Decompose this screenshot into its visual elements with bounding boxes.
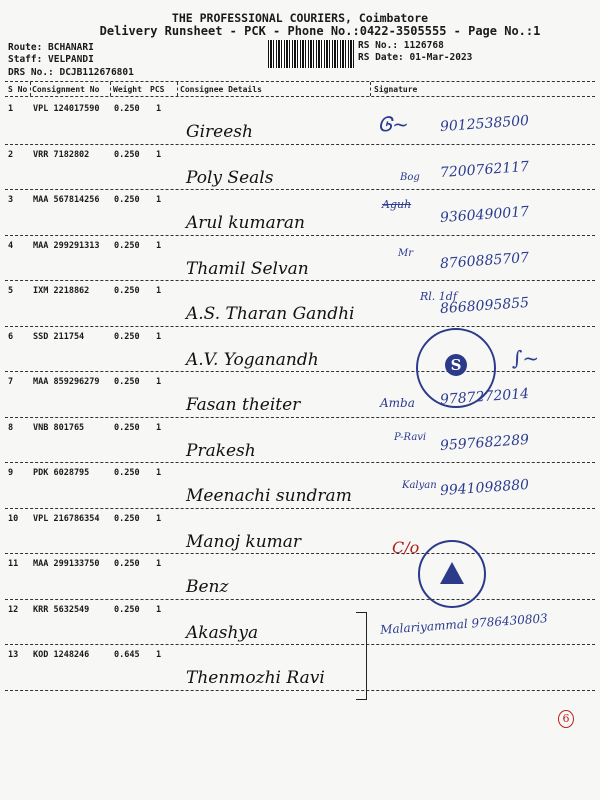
row-sno: 6: [8, 331, 14, 342]
row-signature-text: 8760885707: [439, 249, 530, 272]
col-divider: [110, 82, 111, 96]
row-divider: [5, 462, 595, 463]
route-label: Route: BCHANARI: [8, 42, 94, 53]
row-weight: 0.250: [114, 468, 140, 478]
signature-scribble: ∫~: [512, 346, 540, 370]
row-sno: 4: [8, 240, 14, 251]
col-divider: [370, 82, 371, 96]
seal-logo-icon: S: [445, 354, 467, 376]
row-sno: 9: [8, 468, 14, 478]
row-consignment-no: PDK 6028795: [33, 468, 90, 478]
row-weight: 0.250: [114, 513, 140, 524]
drs-number: DRS No.: DCJB112676801: [8, 67, 134, 78]
row-pcs: 1: [156, 149, 162, 160]
row-consignment-no: VNB 801765: [33, 422, 85, 433]
col-signature: Signature: [374, 85, 418, 94]
row-pcs: 1: [156, 195, 162, 205]
row-weight: 0.250: [114, 422, 140, 433]
row-sno: 13: [8, 650, 19, 660]
row-consignment-no: MAA 299133750: [33, 559, 100, 569]
row-weight: 0.250: [114, 331, 140, 342]
row-consignee-name: Thenmozhi Ravi: [186, 668, 325, 688]
row-weight: 0.250: [114, 559, 140, 569]
row-consignee-name: Gireesh: [186, 122, 253, 142]
row-pcs: 1: [156, 422, 162, 433]
row-consignee-name: Poly Seals: [186, 167, 274, 188]
row-consignment-no: VRR 7182802: [33, 149, 90, 160]
signature-scribble: P-Ravi: [394, 432, 427, 443]
row-divider: [5, 690, 595, 691]
row-pcs: 1: [156, 604, 162, 615]
row-signature-text: 8668095855: [439, 294, 530, 318]
col-weight: Weight: [113, 85, 142, 94]
row-divider: [5, 144, 595, 145]
signature-scribble: Amba: [380, 396, 415, 410]
signature-scribble: Rl. 1df: [420, 290, 457, 303]
row-consignee-name: Fasan theiter: [186, 395, 301, 415]
row-pcs: 1: [156, 331, 162, 342]
row-divider: [5, 189, 595, 190]
row-consignment-no: MAA 299291313: [33, 240, 100, 251]
row-signature-text: 9360490017: [439, 203, 530, 227]
row-consignment-no: KRR 5632549: [33, 604, 90, 615]
row-divider: [5, 235, 595, 236]
row-consignee-name: Prakesh: [186, 440, 256, 461]
seal-logo-icon: [440, 562, 464, 584]
row-pcs: 1: [156, 468, 162, 478]
row-pcs: 1: [156, 377, 162, 387]
signature-scribble: Aguh: [382, 198, 412, 211]
col-divider: [177, 82, 178, 96]
row-pcs: 1: [156, 513, 162, 524]
row-pcs: 1: [156, 286, 162, 296]
row-weight: 0.250: [114, 286, 140, 296]
row-signature-text: 7200762117: [439, 158, 530, 181]
row-consignee-name: Thamil Selvan: [186, 258, 309, 279]
rs-date: RS Date: 01-Mar-2023: [358, 52, 473, 63]
row-consignment-no: SSD 211754: [33, 331, 85, 342]
header-bottom-rule: [5, 96, 595, 97]
row-sno: 1: [8, 104, 14, 114]
row-consignment-no: KOD 1248246: [33, 650, 90, 660]
row-sno: 3: [8, 195, 14, 205]
company-seal-sundarabha: [416, 328, 496, 408]
row-sno: 10: [8, 513, 19, 524]
row-divider: [5, 553, 595, 554]
header-top-rule: [5, 81, 595, 82]
row-signature-text: Malariyammal 9786430803: [379, 610, 549, 637]
row-sno: 5: [8, 286, 14, 296]
row-divider: [5, 417, 595, 418]
row-consignment-no: MAA 859296279: [33, 377, 100, 387]
row-divider: [5, 599, 595, 600]
row-divider: [5, 508, 595, 509]
staff-label: Staff: VELPANDI: [8, 54, 94, 65]
col-pcs: PCS: [150, 85, 165, 94]
row-weight: 0.250: [114, 195, 140, 205]
row-consignee-name: A.S. Tharan Gandhi: [186, 304, 355, 324]
rs-number: RS No.: 1126768: [358, 40, 444, 51]
signature-scribble: Bog: [400, 172, 420, 183]
row-consignee-name: A.V. Yoganandh: [186, 349, 319, 370]
row-consignment-no: MAA 567814256: [33, 195, 100, 205]
row-weight: 0.250: [114, 377, 140, 387]
bracket-mark: [356, 612, 367, 700]
page-mark: 6: [558, 710, 574, 728]
row-pcs: 1: [156, 240, 162, 251]
company-seal-sundaram: [418, 540, 486, 608]
row-weight: 0.645: [114, 650, 140, 660]
row-divider: [5, 644, 595, 645]
row-pcs: 1: [156, 559, 162, 569]
signature-scribble: Kalyan: [402, 480, 437, 491]
row-divider: [5, 280, 595, 281]
row-pcs: 1: [156, 104, 162, 114]
row-weight: 0.250: [114, 240, 140, 251]
row-consignee-name: Arul kumaran: [186, 213, 305, 233]
row-consignment-no: IXM 2218862: [33, 286, 90, 296]
row-weight: 0.250: [114, 604, 140, 615]
row-consignment-no: VPL 216786354: [33, 513, 100, 524]
row-consignee-name: Meenachi sundram: [186, 486, 352, 506]
page-subtitle: Delivery Runsheet - PCK - Phone No.:0422-3505555 - Page No.:1: [99, 24, 541, 38]
row-divider: [5, 371, 595, 372]
row-consignee-name: Benz: [186, 577, 229, 597]
row-sno: 12: [8, 604, 19, 615]
barcode: [268, 40, 354, 68]
col-consignment: Consignment No: [32, 85, 100, 94]
row-consignee-name: Akashya: [186, 622, 259, 643]
signature-scribble: Ꮆ~: [378, 112, 409, 136]
row-consignee-name: Manoj kumar: [186, 531, 302, 552]
row-sno: 7: [8, 377, 14, 387]
col-consignee: Consignee Details: [180, 85, 262, 94]
signature-scribble: Mr: [398, 248, 414, 259]
col-sno: S No: [8, 85, 28, 94]
row-pcs: 1: [156, 650, 162, 660]
row-signature-text: 9597682289: [439, 431, 530, 454]
row-weight: 0.250: [114, 104, 140, 114]
row-divider: [5, 326, 595, 327]
signature-scribble: C/o: [392, 538, 420, 557]
row-consignment-no: VPL 124017590: [33, 104, 100, 114]
row-signature-text: 9941098880: [439, 476, 530, 500]
row-signature-text: 9012538500: [439, 112, 530, 136]
row-sno: 8: [8, 422, 14, 433]
row-weight: 0.250: [114, 149, 140, 160]
col-divider: [30, 82, 31, 96]
row-sno: 2: [8, 149, 14, 160]
row-signature-text: 9787272014: [439, 385, 530, 409]
page-title: THE PROFESSIONAL COURIERS, Coimbatore: [171, 11, 429, 25]
row-sno: 11: [8, 559, 19, 569]
